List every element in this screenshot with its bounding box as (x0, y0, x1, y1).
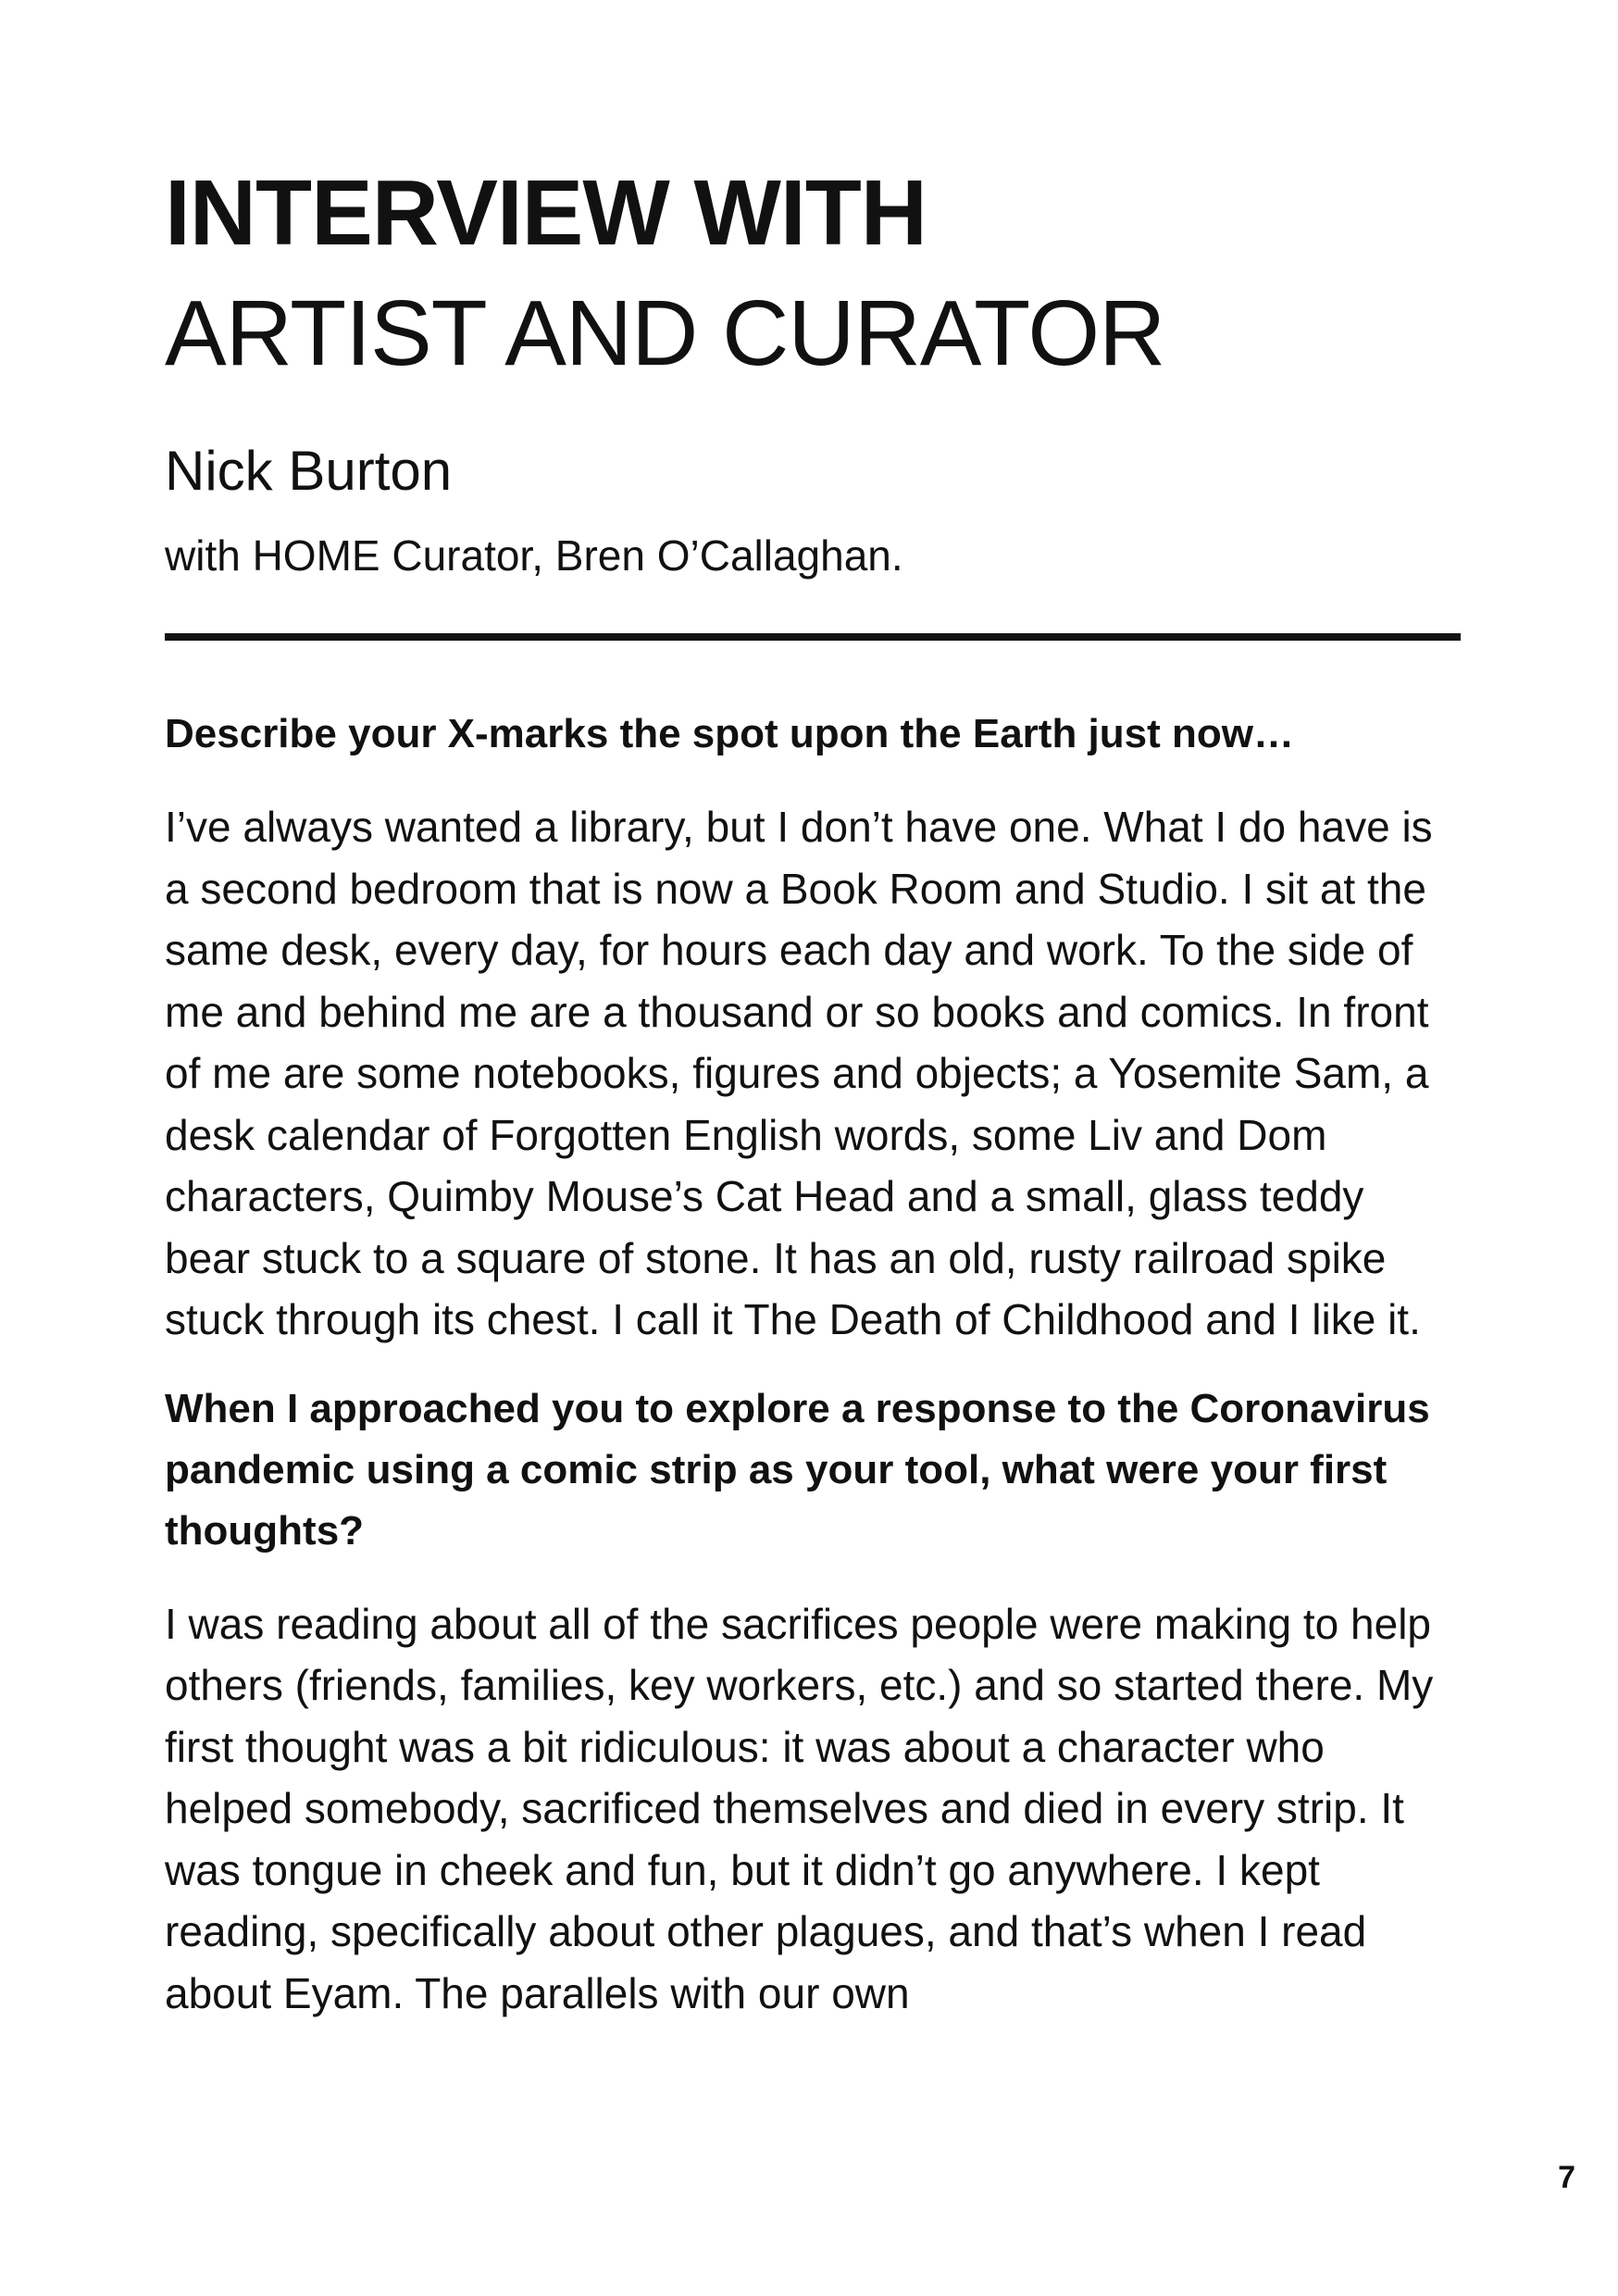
question-2: When I approached you to explore a response to the Coronavirus pandemic using a comic strip as your tool, what were your first thoughts? (165, 1385, 1430, 1554)
answer-2: I was reading about all of the sacrifices people were making to help others (friends, families, key workers, etc.) and so started there. My first thought was a bit ridiculous: it was about a character who helped somebody, sacrificed themselves and died in every strip. It was tongue in cheek and fun, but it didn’t go anywhere. I kept reading, specifically about other plagues, and that’s when I read about Eyam. The parallels with our own (165, 1599, 1434, 2017)
author-name: Nick Burton (165, 440, 453, 502)
page-title-line-1: INTERVIEW WITH (165, 161, 927, 265)
divider (165, 633, 1461, 641)
document-page (165, 153, 1461, 2024)
answer-1: I’ve always wanted a library, but I don’t have one. What I do have is a second bedroom that is now a Book Room and Studio. I sit at the same desk, every day, for hours each day and work. To the side of me and behind me are a thousand or so books and comics. In front of me are some notebooks, figures and objects; a Yosemite Sam, a desk calendar of Forgotten English words, some Liv and Dom characters, Quimby Mouse’s Cat Head and a small, glass teddy bear stuck to a square of stone. It has an old, rusty railroad spike stuck through its chest. I call it The Death of Childhood and I like it. (165, 803, 1433, 1344)
byline: with HOME Curator, Bren O’Callaghan. (165, 531, 903, 580)
page-number: 7 (1558, 2160, 1575, 2195)
page-title-line-2: ARTIST AND CURATOR (165, 281, 1165, 385)
question-1: Describe your X-marks the spot upon the Earth just now… (165, 711, 1294, 757)
